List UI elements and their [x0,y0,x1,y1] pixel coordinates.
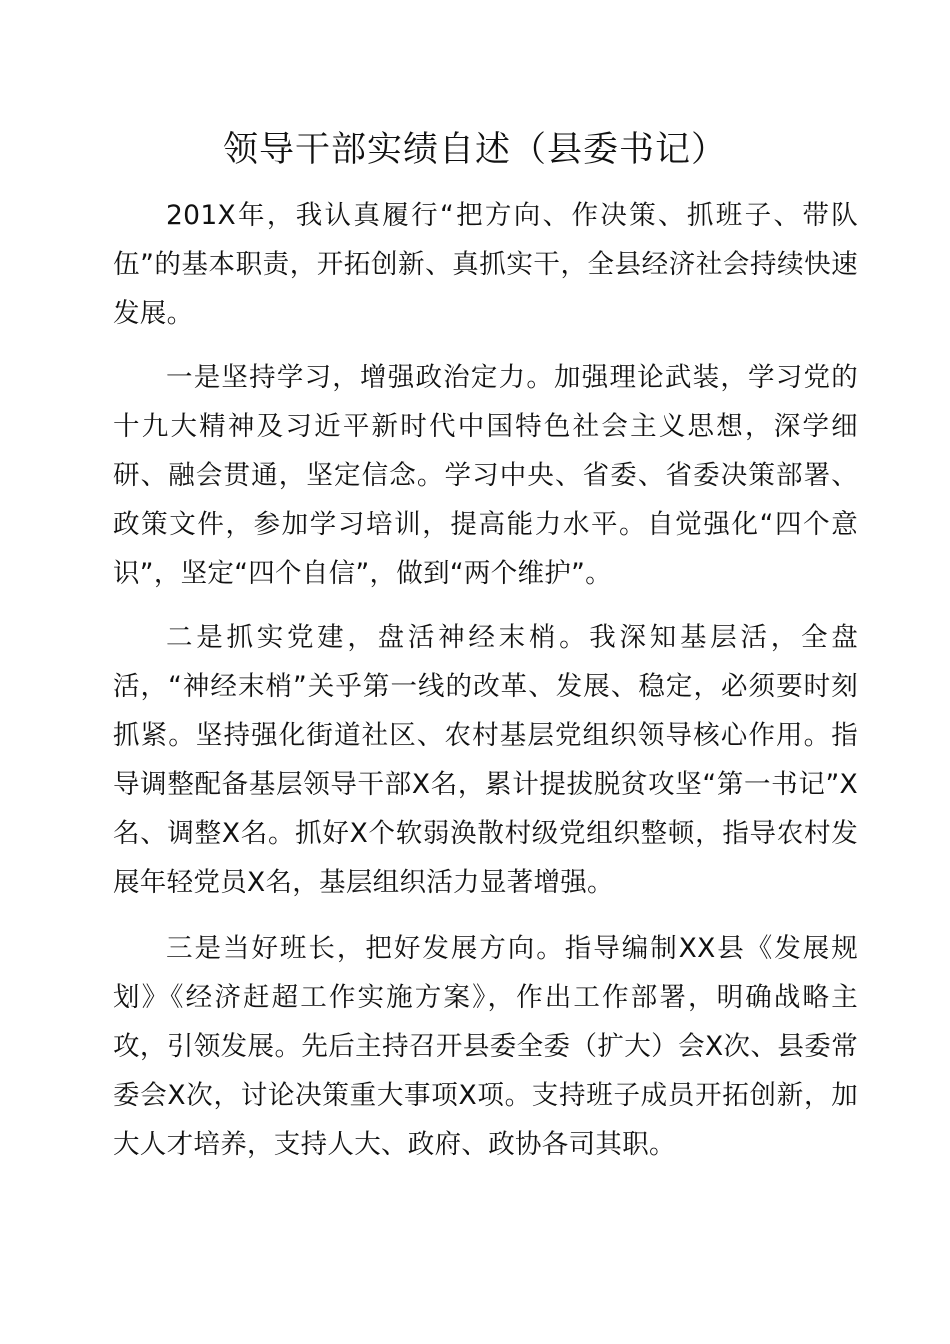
study-paragraph: 一是坚持学习，增强政治定力。加强理论武装，学习党的十九大精神及习近平新时代中国特色社会主义思想，深学细研、融会贯通，坚定信念。学习中央、省委、省委决策部署、政策文件，参加学习培训，提高能力水平。自觉强化“四个意识”，坚定“四个自信”，做到“两个维护”。 [113,362,858,589]
party-building-paragraph: 二是抓实党建，盘活神经末梢。我深知基层活，全盘活，“神经末梢”关乎第一线的改革、发展、稳定，必须要时刻抓紧。坚持强化街道社区、农村基层党组织领导核心作用。指导调整配备基层领导干部X名，累计提拔脱贫攻坚“第一书记”X名、调整X名。抓好X个软弱涣散村级党组织整顿，指导农村发展年轻党员X名，基层组织活力显著增强。 [113,622,858,898]
document-title: 领导干部实绩自述（县委书记） [222,130,727,170]
intro-paragraph: 201X年，我认真履行“把方向、作决策、抓班子、带队伍”的基本职责，开拓创新、真抓实干，全县经济社会持续快速发展。 [113,200,858,329]
leadership-paragraph: 三是当好班长，把好发展方向。指导编制XX县《发展规划》《经济赶超工作实施方案》，作出工作部署，明确战略主攻，引领发展。先后主持召开县委全委（扩大）会X次、县委常委会X次，讨论决策重大事项X项。支持班子成员开拓创新，加大人才培养，支持人大、政府、政协各司其职。 [113,933,858,1160]
